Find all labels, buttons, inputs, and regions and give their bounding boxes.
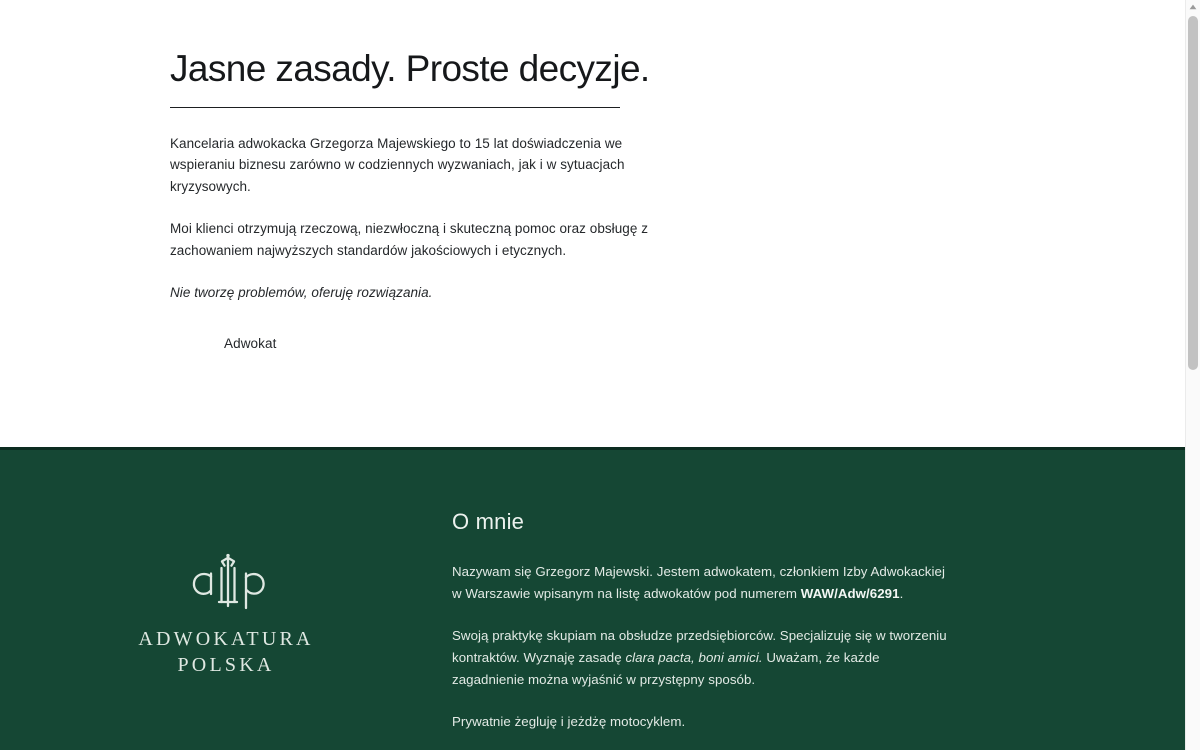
hero-paragraph-1: Kancelaria adwokacka Grzegorza Majewskiego to 15 lat doświadczenia we wspieraniu biznesu zarówno w codziennych wyzwaniach, jak i w sytuacjach kryzysowych. [170, 135, 625, 195]
about-paragraph-3: Prywatnie żegluję i jeżdżę motocyklem. [452, 714, 686, 730]
hero-paragraph-2: Moi klienci otrzymują rzeczową, niezwłoczną i skuteczną pomoc oraz obsługę z zachowaniem najwyższych standardów jakościowych i etycznych. [170, 221, 648, 258]
about-content [452, 450, 952, 733]
hero-content [170, 48, 690, 351]
about-paragraph-1-suffix: . [899, 586, 904, 602]
adwokatura-polska-emblem-icon [178, 542, 274, 614]
latin-maxim: clara pacta, boni amici. [625, 650, 763, 666]
hero-tagline: Nie tworzę problemów, oferuję rozwiązania. [170, 284, 433, 300]
about-paragraph-2-suffix: Uważam, że każde zagadnienie można wyjaśnić w przystępny sposób. [452, 650, 880, 688]
about-paragraph-2-text: Swoją praktykę skupiam na obsłudze przedsiębiorców. Specjalizuję się w tworzeniu kontraktów. Wyznaję zasadę [452, 628, 947, 666]
page-title: Jasne zasady. Proste decyzje. [170, 48, 650, 89]
scrollbar-thumb[interactable] [1188, 16, 1198, 370]
about-heading: O mnie [452, 509, 525, 534]
logo-wordmark-line-1: ADWOKATURA [138, 628, 314, 650]
vertical-scrollbar[interactable] [1185, 0, 1200, 750]
logo-block [0, 450, 452, 679]
logo-wordmark-line-2: POLSKA [177, 654, 275, 677]
bar-registration-number: WAW/Adw/6291 [800, 586, 900, 602]
about-layout [0, 450, 1185, 733]
about-paragraph-2 [452, 625, 952, 691]
about-paragraph-1-text: Nazywam się Grzegorz Majewski. Jestem adwokatem, członkiem Izby Adwokackiej w Warszawie wpisanym na listę adwokatów pod numerem [452, 564, 945, 602]
title-divider [170, 107, 620, 108]
logo-wordmark [138, 626, 313, 679]
scroll-up-arrow-icon[interactable] [1186, 0, 1200, 14]
about-paragraph-1 [452, 561, 952, 605]
signature-label: Adwokat [224, 335, 277, 351]
about-section [0, 447, 1185, 750]
